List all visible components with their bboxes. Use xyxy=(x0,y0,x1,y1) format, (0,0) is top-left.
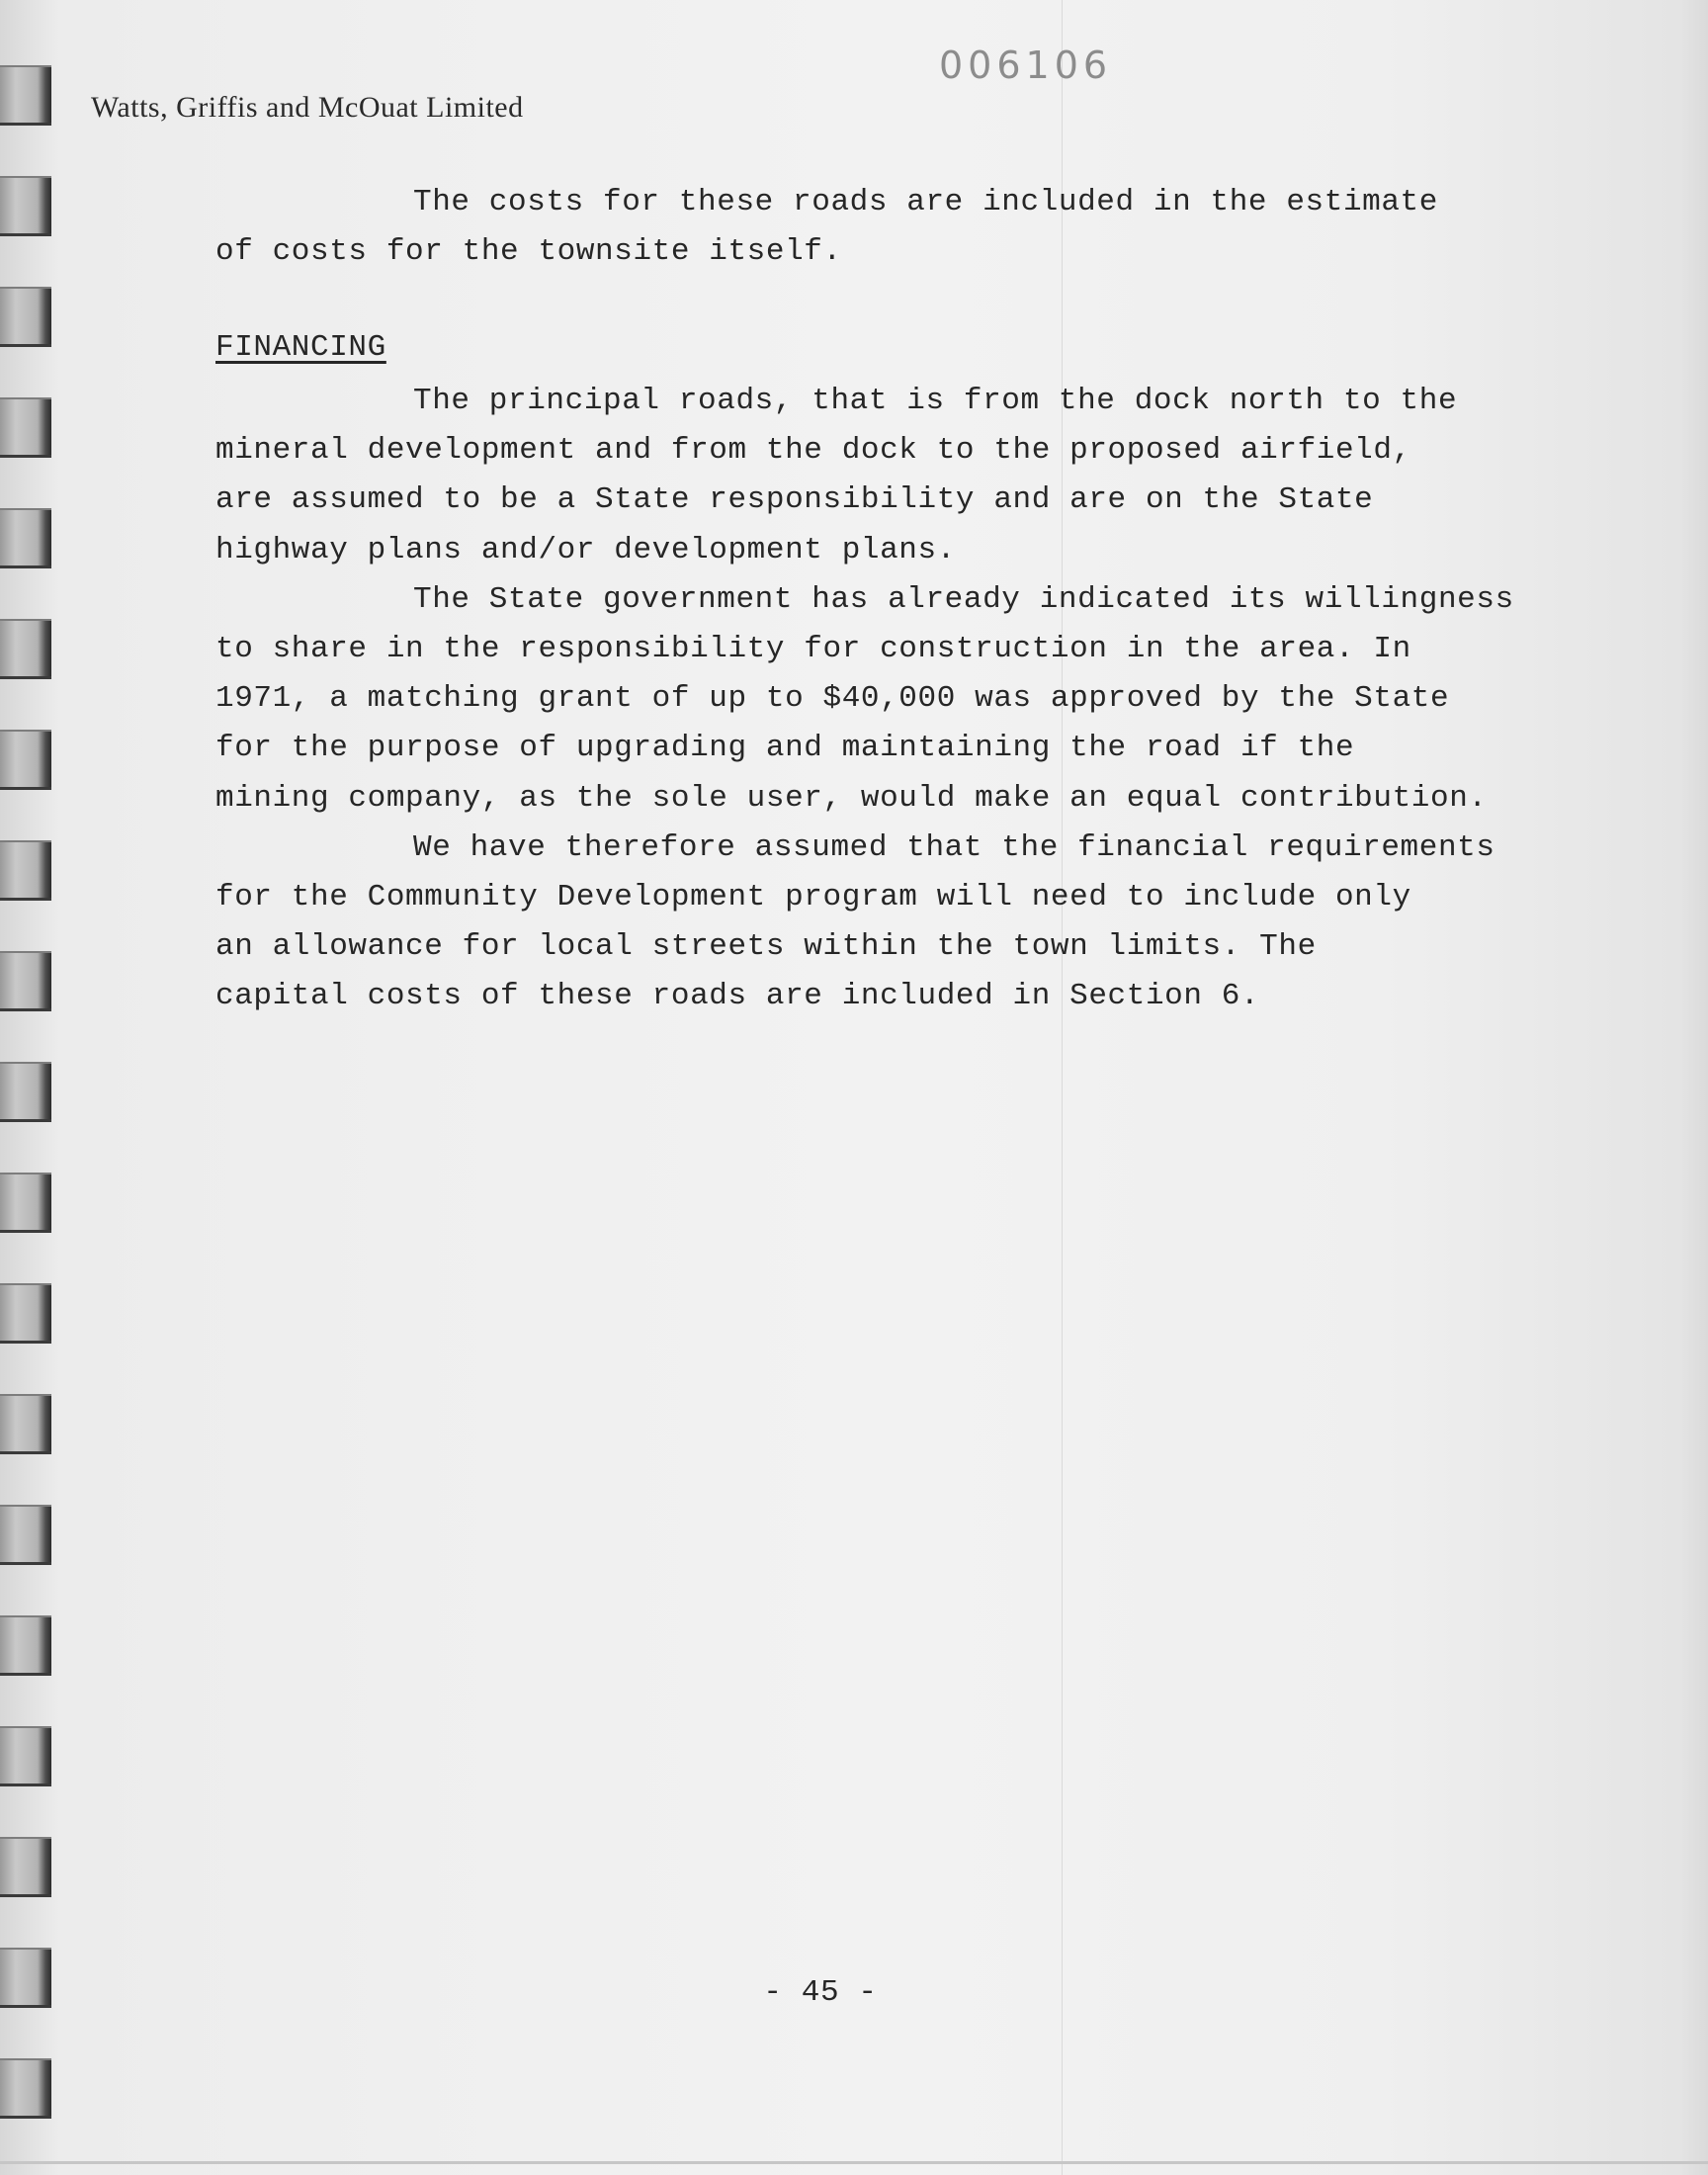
text-line: The State government has already indicated its willingness xyxy=(413,581,1514,617)
binding-ring xyxy=(0,1173,51,1233)
text-line: The costs for these roads are included in the estimate xyxy=(413,185,1438,219)
binding-ring xyxy=(0,1283,51,1344)
page-bottom-edge xyxy=(0,2161,1708,2164)
binding-ring xyxy=(0,730,51,790)
binding-ring xyxy=(0,176,51,236)
binding-ring xyxy=(0,1837,51,1897)
text-line: for the Community Development program will need to include only xyxy=(215,879,1411,914)
document-number-stamp: 006106 xyxy=(939,44,1113,87)
paragraph xyxy=(215,377,1599,575)
text-line: to share in the responsibility for construction in the area. In xyxy=(215,631,1411,666)
paragraph xyxy=(215,824,1599,1022)
section-heading-financing: FINANCING xyxy=(215,330,386,365)
financing-body xyxy=(215,377,1599,1021)
text-line: are assumed to be a State responsibility and are on the State xyxy=(215,482,1374,518)
paragraph xyxy=(215,575,1599,824)
text-line: We have therefore assumed that the financial requirements xyxy=(413,829,1495,865)
spiral-binding xyxy=(0,0,69,2175)
binding-ring xyxy=(0,2058,51,2119)
binding-ring xyxy=(0,65,51,126)
binding-ring xyxy=(0,508,51,568)
intro-paragraph xyxy=(215,178,1599,277)
binding-ring xyxy=(0,840,51,901)
text-line: capital costs of these roads are included in Section 6. xyxy=(215,979,1260,1014)
binding-ring xyxy=(0,287,51,347)
company-letterhead: Watts, Griffis and McOuat Limited xyxy=(91,91,524,124)
binding-ring xyxy=(0,1615,51,1676)
binding-ring xyxy=(0,1505,51,1565)
text-line: for the purpose of upgrading and maintaining the road if the xyxy=(215,731,1355,766)
text-line: mining company, as the sole user, would make an equal contribution. xyxy=(215,780,1488,816)
text-line: of costs for the townsite itself. xyxy=(215,234,842,270)
binding-ring xyxy=(0,1726,51,1786)
page-number: - 45 - xyxy=(763,1975,878,2010)
text-line: mineral development and from the dock to the proposed airfield, xyxy=(215,433,1411,469)
text-line: highway plans and/or development plans. xyxy=(215,532,956,567)
binding-ring xyxy=(0,1062,51,1122)
text-line: The principal roads, that is from the dock north to the xyxy=(413,384,1458,418)
binding-ring xyxy=(0,397,51,458)
fold-line xyxy=(1062,0,1063,2175)
text-line: 1971, a matching grant of up to $40,000 was approved by the State xyxy=(215,681,1450,717)
binding-ring xyxy=(0,951,51,1011)
binding-ring xyxy=(0,1394,51,1454)
binding-ring xyxy=(0,619,51,679)
text-line: an allowance for local streets within the town limits. The xyxy=(215,929,1317,965)
